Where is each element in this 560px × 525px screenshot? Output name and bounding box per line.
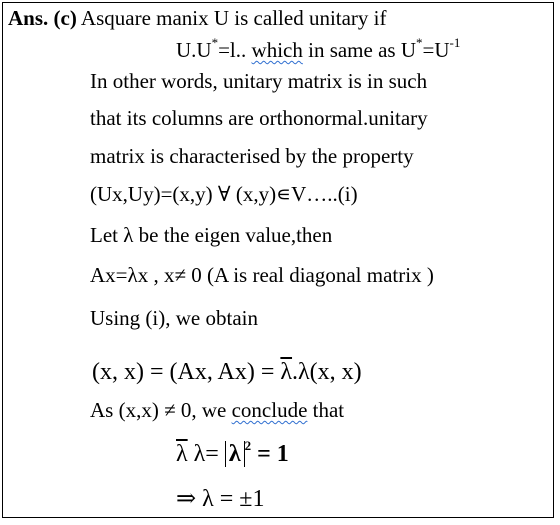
text-line-5: matrix is characterised by the property [90, 144, 414, 168]
text-line-3: In other words, unitary matrix is in such [90, 69, 428, 93]
unitary-condition: U.U*=l.. which in same as $U^*=U^{-1}$ [176, 35, 461, 62]
eigen-value-line: Let λ be the eigen value,then [90, 223, 333, 247]
answer-label: Ans. (c) [8, 6, 77, 30]
answer-line-1 [8, 6, 387, 30]
using-line: Using (i), we obtain [90, 306, 258, 330]
result-equation: ⇒ λ = ±1 [176, 486, 265, 512]
text-line-4: that its columns are orthonormal.unitary [90, 106, 428, 130]
inner-product-equation: (x, x) = (Ax, $Ax) = \overline{\lambda}.\lambda(x$, x) [92, 359, 362, 385]
modulus-equation: $\overline{\lambda}$ λ= λ $^2$ = 1 [176, 438, 289, 467]
conclusion-line: As (x,x) ≠ 0, we conclude that [90, 398, 345, 422]
definition-text: Asquare manix U is called unitary if [80, 6, 387, 30]
eigen-equation: Ax=λx , x≠ 0 (A is real diagonal matrix ) [90, 263, 434, 287]
property-equation: (Ux,Uy)=(x,y) ∀ (x,y)∊V…..(i) [90, 182, 358, 206]
